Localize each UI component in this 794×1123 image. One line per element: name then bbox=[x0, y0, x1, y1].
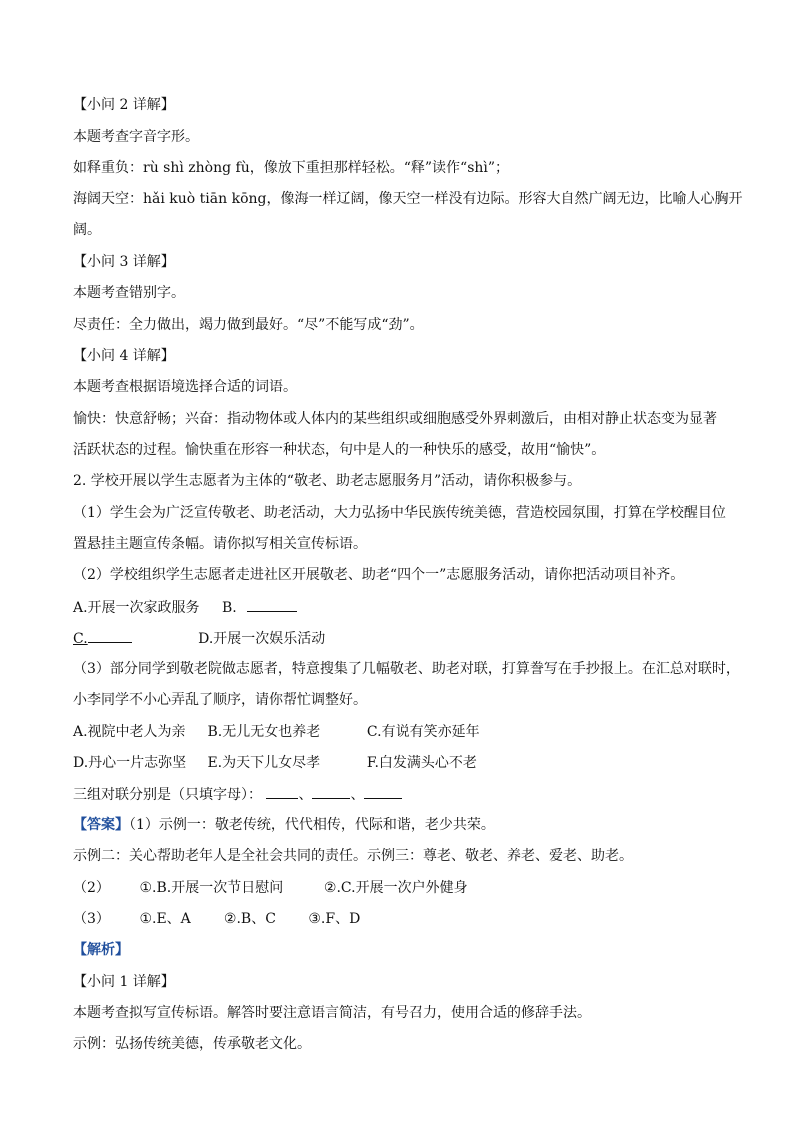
text-line: 如释重负：rù shì zhòng fù，像放下重担那样轻松。“释”读作“shì”； bbox=[73, 160, 510, 176]
answer-blank[interactable] bbox=[364, 784, 402, 799]
answer-3-item-2: ②.B、C bbox=[223, 911, 276, 927]
text-line: 示例：弘扬传统美德，传承敬老文化。 bbox=[73, 1036, 311, 1052]
option-c-label: C. bbox=[73, 631, 88, 647]
answer-3-label: （3） bbox=[73, 911, 110, 927]
couplet-answer-prompt: 三组对联分别是（只填字母）： bbox=[73, 787, 262, 803]
answer-2-item-2: ②.C.开展一次户外健身 bbox=[323, 880, 468, 896]
option-a: A.开展一次家政服务 bbox=[73, 600, 200, 616]
answer-2-item-1: ①.B.开展一次节日慰问 bbox=[139, 880, 284, 896]
separator: 、 bbox=[350, 787, 365, 803]
text-line: （3）部分同学到敬老院做志愿者，特意搜集了几幅敬老、助老对联，打算誊写在手抄报上。在汇总对联时， bbox=[73, 661, 740, 677]
couplet-answer-line bbox=[73, 784, 402, 805]
options-row-cd bbox=[73, 628, 325, 649]
separator: 、 bbox=[298, 787, 313, 803]
options-row-ab bbox=[73, 597, 297, 618]
text-line: 活跃状态的过程。愉快重在形容一种状态，句中是人的一种快乐的感受，故用“愉快”。 bbox=[73, 442, 606, 458]
answer-2-label: （2） bbox=[73, 880, 110, 896]
answer-blank[interactable] bbox=[266, 784, 298, 799]
couplet-option-a: A.视院中老人为亲 bbox=[73, 724, 186, 740]
couplet-option-e: E.为天下儿女尽孝 bbox=[207, 755, 321, 771]
couplet-option-b: B.无儿无女也养老 bbox=[207, 724, 321, 740]
text-line: 小李同学不小心弄乱了顺序，请你帮忙调整好。 bbox=[73, 692, 367, 708]
answer-line bbox=[73, 815, 495, 835]
sub-question-4-heading: 【小问 4 详解】 bbox=[73, 348, 175, 364]
answer-text: （1）示例一：敬老传统，代代相传，代际和谐，老少共荣。 bbox=[129, 817, 495, 833]
text-line: 愉快：快意舒畅；兴奋：指动物体或人体内的某些组织或细胞感受外界刺激后，由相对静止状态变为显著 bbox=[73, 411, 717, 427]
answer-blank[interactable] bbox=[312, 784, 350, 799]
text-line: （2）学校组织学生志愿者走进社区开展敬老、助老“四个一”志愿服务活动，请你把活动项目补齐。 bbox=[73, 567, 685, 583]
couplet-option-d: D.丹心一片志弥坚 bbox=[73, 755, 187, 771]
text-line: 阔。 bbox=[73, 222, 101, 238]
answer-3-item-1: ①.E、A bbox=[139, 911, 191, 927]
answer-tag: 【答案】 bbox=[73, 817, 129, 833]
text-line: 示例二：关心帮助老年人是全社会共同的责任。示例三：尊老、敬老、养老、爱老、助老。 bbox=[73, 848, 633, 864]
text-line: （1）学生会为广泛宣传敬老、助老活动，大力弘扬中华民族传统美德，营造校园氛围，打算在学校醒目位 bbox=[73, 505, 726, 521]
couplet-option-f: F.白发满头心不老 bbox=[366, 755, 477, 771]
text-line: 本题考查根据语境选择合适的词语。 bbox=[73, 379, 297, 395]
couplet-option-c: C.有说有笑亦延年 bbox=[366, 724, 480, 740]
option-d: D.开展一次娱乐活动 bbox=[198, 631, 326, 647]
text-line: 本题考查拟写宣传标语。解答时要注意语言简洁，有号召力，使用合适的修辞手法。 bbox=[73, 1005, 591, 1021]
answer-2-line bbox=[73, 878, 468, 898]
analysis-tag: 【解析】 bbox=[73, 942, 129, 958]
text-line: 本题考查错别字。 bbox=[73, 285, 185, 301]
text-line: 本题考查字音字形。 bbox=[73, 129, 199, 145]
answer-3-item-3: ③.F、D bbox=[308, 911, 361, 927]
couplet-options-row-2 bbox=[73, 753, 477, 773]
answer-3-line bbox=[73, 909, 360, 929]
text-line: 置悬挂主题宣传条幅。请你拟写相关宣传标语。 bbox=[73, 536, 367, 552]
answer-blank[interactable] bbox=[247, 597, 297, 612]
answer-blank[interactable] bbox=[88, 628, 132, 643]
sub-question-3-heading: 【小问 3 详解】 bbox=[73, 254, 175, 270]
couplet-options-row-1 bbox=[73, 722, 480, 742]
sub-question-2-heading: 【小问 2 详解】 bbox=[73, 97, 175, 113]
text-line: 海阔天空：hǎi kuò tiān kōng，像海一样辽阔，像天空一样没有边际。形容大自然广阔无边，比喻人心胸开 bbox=[73, 191, 743, 207]
option-b-label: B. bbox=[222, 600, 237, 616]
text-line: 尽责任：全力做出，竭力做到最好。“尽”不能写成“劲”。 bbox=[73, 317, 424, 333]
question-2-stem: 2. 学校开展以学生志愿者为主体的“敬老、助老志愿服务月”活动，请你积极参与。 bbox=[73, 473, 582, 489]
sub-question-1-heading: 【小问 1 详解】 bbox=[73, 974, 175, 990]
